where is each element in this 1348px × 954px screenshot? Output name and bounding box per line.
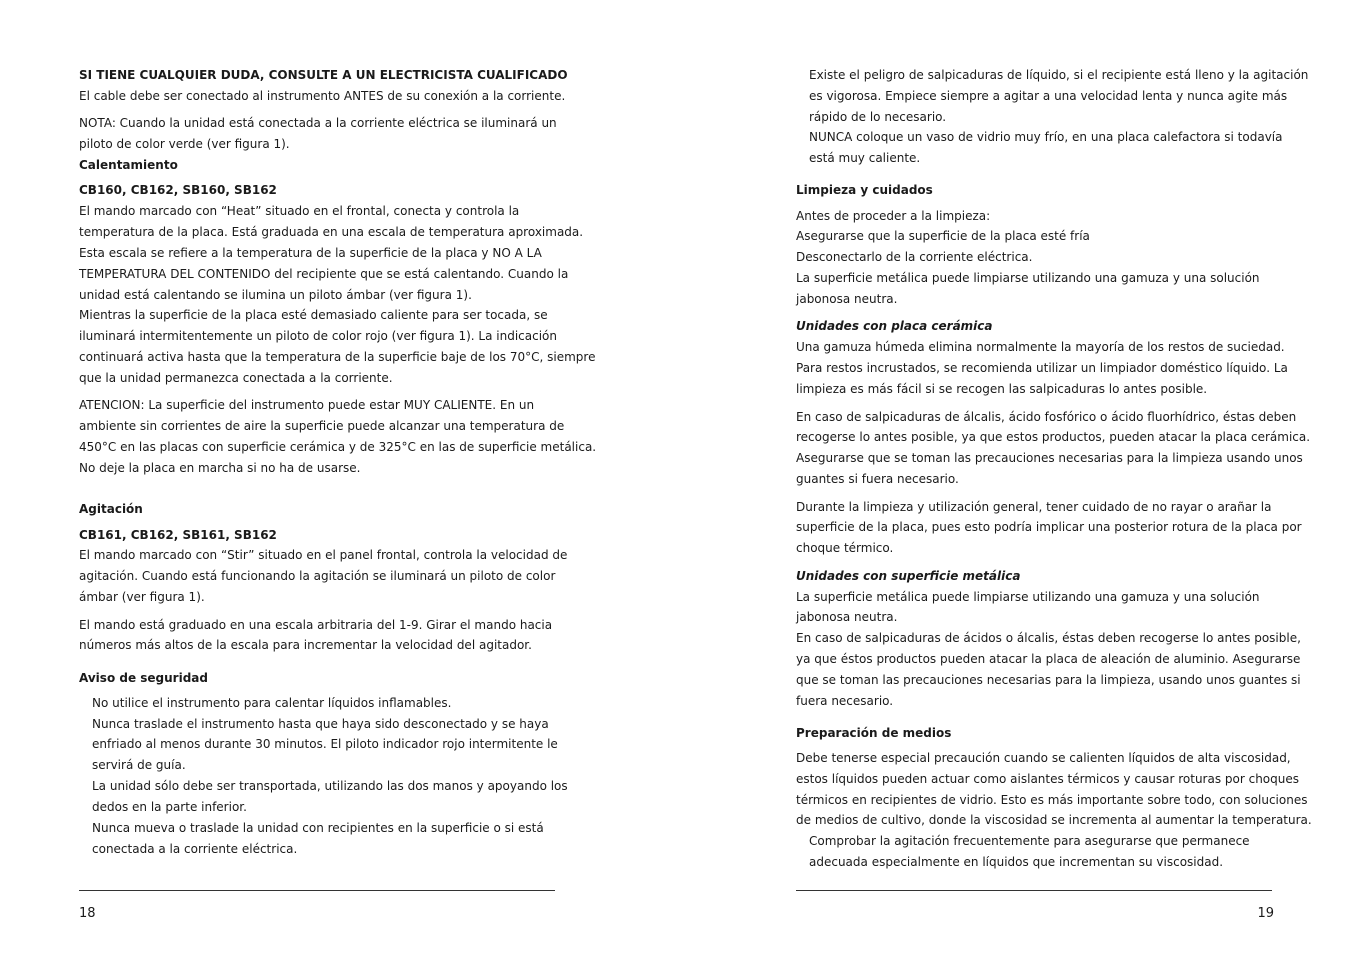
atencion-line: No deje la placa en marcha si no ha de usarse.: [79, 461, 361, 475]
safety-line: La unidad sólo debe ser transportada, utilizando las dos manos y apoyando los: [92, 779, 568, 793]
warning-heading: SI TIENE CUALQUIER DUDA, CONSULTE A UN ELECTRICISTA CUALIFICADO: [79, 68, 568, 82]
page-number: 19: [1257, 906, 1274, 921]
safety-line: dedos en la parte inferior.: [92, 800, 247, 814]
atencion-line: ambiente sin corrientes de aire la superficie puede alcanzar una temperatura de: [79, 419, 565, 433]
page-number: 18: [79, 906, 96, 921]
safety-line: Nunca mueva o traslade la unidad con recipientes en la superficie o si está: [92, 821, 544, 835]
heating-line: Mientras la superficie de la placa esté demasiado caliente para ser tocada, se: [79, 308, 548, 322]
cleaning-line: jabonosa neutra.: [796, 292, 898, 306]
stir-scale-line: números más altos de la escala para incrementar la velocidad del agitador.: [79, 638, 532, 652]
stir-line: El mando marcado con “Stir” situado en el panel frontal, controla la velocidad de: [79, 548, 568, 562]
cleaning-title: Limpieza y cuidados: [796, 183, 933, 197]
heating-line: temperatura de la placa. Está graduada en una escala de temperatura aproximada.: [79, 225, 584, 239]
ceramic-line: limpieza es más fácil si se recogen las salpicaduras lo antes posible.: [796, 382, 1208, 396]
heating-title: Calentamiento: [79, 158, 178, 172]
media-title: Preparación de medios: [796, 726, 952, 740]
alkali-line: Asegurarse que se toman las precauciones necesarias para la limpieza usando unos: [796, 451, 1303, 465]
safety-title: Aviso de seguridad: [79, 671, 208, 685]
metal-line: fuera necesario.: [796, 694, 894, 708]
scratch-line: choque térmico.: [796, 541, 894, 555]
media-line: estos líquidos pueden actuar como aislantes térmicos y causar roturas por choques: [796, 772, 1300, 786]
stir-models: CB161, CB162, SB161, SB162: [79, 528, 277, 542]
splash-line: Existe el peligro de salpicaduras de líquido, si el recipiente está lleno y la agitación: [809, 68, 1309, 82]
splash-line: NUNCA coloque un vaso de vidrio muy frío, en una placa calefactora si todavía: [809, 130, 1283, 144]
splash-line: rápido de lo necesario.: [809, 110, 947, 124]
stir-line: ámbar (ver figura 1).: [79, 590, 205, 604]
nota-line: NOTA: Cuando la unidad está conectada a la corriente eléctrica se iluminará un: [79, 116, 557, 130]
media-item-line: adecuada especialmente en líquidos que incrementan su viscosidad.: [809, 855, 1224, 869]
safety-line: conectada a la corriente eléctrica.: [92, 842, 298, 856]
safety-line: enfriado al menos durante 30 minutos. El piloto indicador rojo intermitente le: [92, 737, 558, 751]
cleaning-line: La superficie metálica puede limpiarse utilizando una gamuza y una solución: [796, 271, 1260, 285]
alkali-line: guantes si fuera necesario.: [796, 472, 959, 486]
nota-line: piloto de color verde (ver figura 1).: [79, 137, 290, 151]
stir-title: Agitación: [79, 502, 143, 516]
left-page: [79, 0, 597, 954]
cleaning-line: Desconectarlo de la corriente eléctrica.: [796, 250, 1033, 264]
splash-line: está muy caliente.: [809, 151, 921, 165]
footer-rule: [79, 890, 555, 891]
heating-line: El mando marcado con “Heat” situado en el frontal, conecta y controla la: [79, 204, 520, 218]
ceramic-line: Una gamuza húmeda elimina normalmente la mayoría de los restos de suciedad.: [796, 340, 1285, 354]
safety-line: servirá de guía.: [92, 758, 186, 772]
heating-line: continuará activa hasta que la temperatura de la superficie baje de los 70°C, siempre: [79, 350, 596, 364]
metal-line: La superficie metálica puede limpiarse utilizando una gamuza y una solución: [796, 590, 1260, 604]
safety-line: Nunca traslade el instrumento hasta que haya sido desconectado y se haya: [92, 717, 549, 731]
atencion-line: ATENCION: La superficie del instrumento puede estar MUY CALIENTE. En un: [79, 398, 535, 412]
media-item-line: Comprobar la agitación frecuentemente para asegurarse que permanece: [809, 834, 1250, 848]
ceramic-title: Unidades con placa cerámica: [796, 319, 993, 333]
media-line: térmicos en recipientes de vidrio. Esto es más importante sobre todo, con soluciones: [796, 793, 1308, 807]
footer-rule: [796, 890, 1272, 891]
alkali-line: En caso de salpicaduras de álcalis, ácido fosfórico o ácido fluorhídrico, éstas deben: [796, 410, 1297, 424]
cable-text: El cable debe ser conectado al instrumento ANTES de su conexión a la corriente.: [79, 89, 566, 103]
metal-line: En caso de salpicaduras de ácidos o álcalis, éstas deben recogerse lo antes posible,: [796, 631, 1301, 645]
metal-title: Unidades con superficie metálica: [796, 569, 1021, 583]
heating-line: iluminará intermitentemente un piloto de color rojo (ver figura 1). La indicación: [79, 329, 558, 343]
heating-line: unidad está calentando se ilumina un piloto ámbar (ver figura 1).: [79, 288, 472, 302]
media-line: Debe tenerse especial precaución cuando se calienten líquidos de alta viscosidad,: [796, 751, 1291, 765]
heating-line: que la unidad permanezca conectada a la corriente.: [79, 371, 393, 385]
safety-line: No utilice el instrumento para calentar líquidos inflamables.: [92, 696, 452, 710]
splash-line: es vigorosa. Empiece siempre a agitar a una velocidad lenta y nunca agite más: [809, 89, 1288, 103]
cleaning-line: Asegurarse que la superficie de la placa esté fría: [796, 229, 1090, 243]
stir-line: agitación. Cuando está funcionando la agitación se iluminará un piloto de color: [79, 569, 556, 583]
metal-line: ya que éstos productos pueden atacar la placa de aleación de aluminio. Asegurarse: [796, 652, 1301, 666]
cleaning-line: Antes de proceder a la limpieza:: [796, 209, 991, 223]
metal-line: jabonosa neutra.: [796, 610, 898, 624]
stir-scale-line: El mando está graduado en una escala arbitraria del 1-9. Girar el mando hacia: [79, 618, 553, 632]
scratch-line: superficie de la placa, pues esto podría implicar una posterior rotura de la placa por: [796, 520, 1302, 534]
scratch-line: Durante la limpieza y utilización general, tener cuidado de no rayar o arañar la: [796, 500, 1272, 514]
metal-line: que se toman las precauciones necesarias para la limpieza, usando unos guantes si: [796, 673, 1301, 687]
atencion-line: 450°C en las placas con superficie cerámica y de 325°C en las de superficie metálica.: [79, 440, 597, 454]
right-page: [796, 0, 1312, 954]
ceramic-line: Para restos incrustados, se recomienda utilizar un limpiador doméstico líquido. La: [796, 361, 1288, 375]
heating-line: TEMPERATURA DEL CONTENIDO del recipiente que se está calentando. Cuando la: [79, 267, 569, 281]
media-line: de medios de cultivo, donde la viscosidad se incrementa al aumentar la temperatura.: [796, 813, 1312, 827]
heating-line: Esta escala se refiere a la temperatura de la superficie de la placa y NO A LA: [79, 246, 542, 260]
alkali-line: recogerse lo antes posible, ya que estos productos, pueden atacar la placa cerámica.: [796, 430, 1311, 444]
heating-models: CB160, CB162, SB160, SB162: [79, 183, 277, 197]
